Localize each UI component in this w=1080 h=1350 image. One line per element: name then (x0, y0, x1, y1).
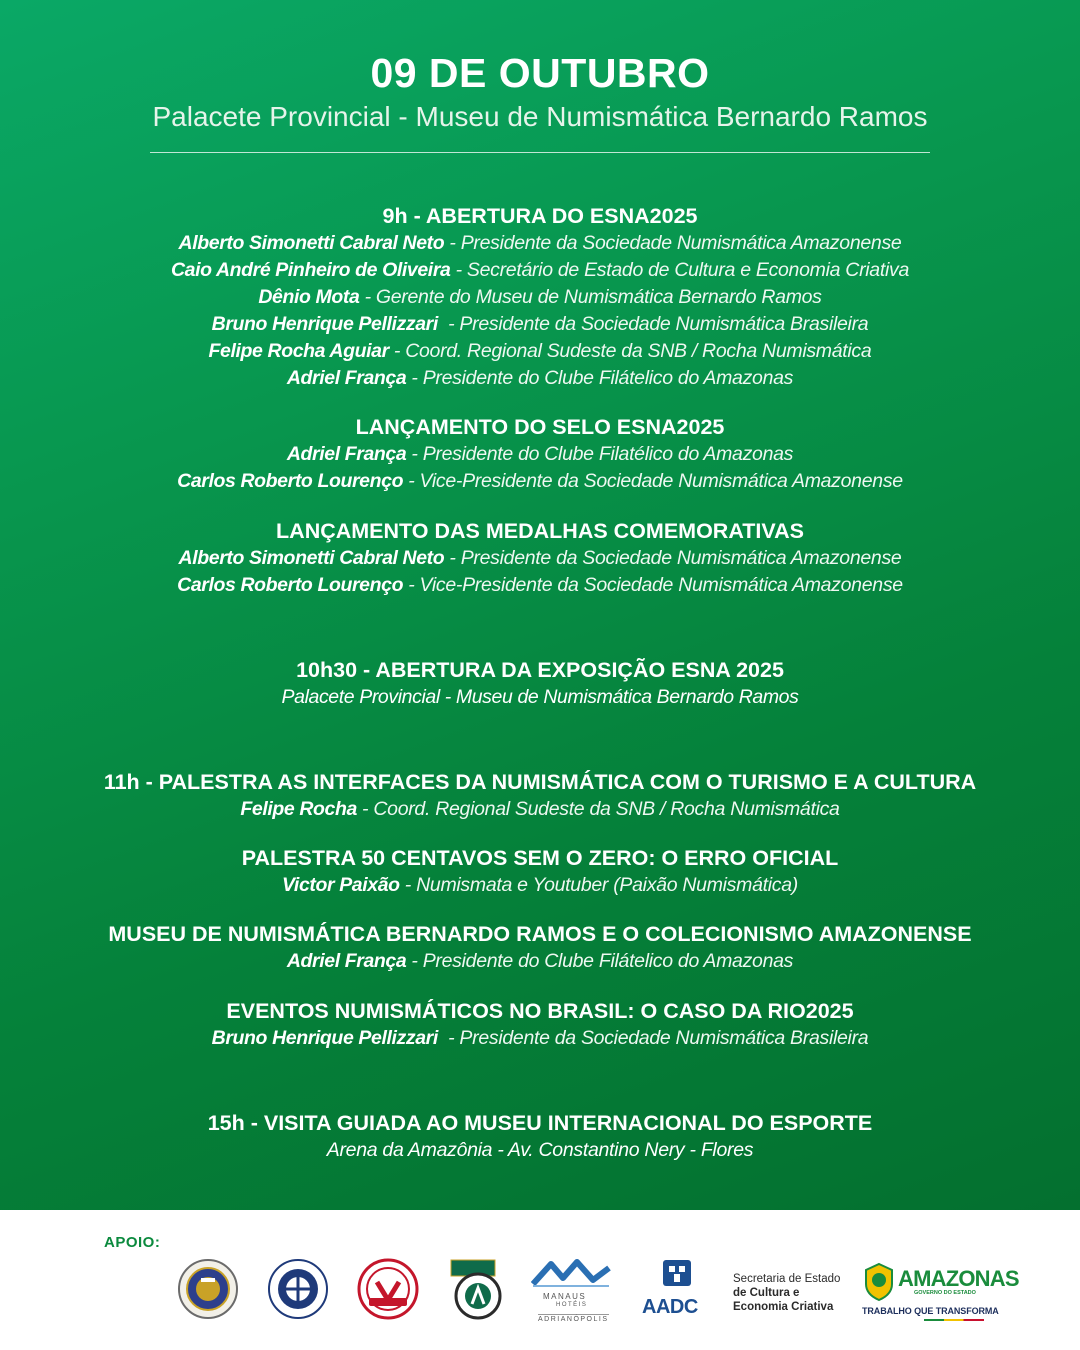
speaker-name: Alberto Simonetti Cabral Neto (178, 232, 445, 254)
amazonas-title: AMAZONAS (898, 1266, 1019, 1291)
section-medalhas (0, 517, 1080, 599)
amazonas-flag-bar (924, 1319, 984, 1321)
speaker-line (0, 796, 1080, 823)
speaker-role: - Presidente da Sociedade Numismática Brasileira (437, 313, 869, 335)
section-title: EVENTOS NUMISMÁTICOS NO BRASIL: O CASO DA RIO2025 (226, 999, 854, 1023)
speaker-line (0, 284, 1080, 311)
section-title: 11h - PALESTRA AS INTERFACES DA NUMISMÁTICA COM O TURISMO E A CULTURA (103, 770, 977, 794)
manaus-hoteis-line1: MANAUS (543, 1292, 587, 1301)
secretaria-line2: de Cultura e (733, 1287, 800, 1299)
section-title: 10h30 - ABERTURA DA EXPOSIÇÃO ESNA 2025 (296, 658, 784, 682)
speaker-line (0, 311, 1080, 338)
header-divider (150, 152, 930, 153)
section-eventos-rio2025 (0, 997, 1080, 1052)
section-title: 15h - VISITA GUIADA AO MUSEU INTERNACIONAL DO ESPORTE (207, 1111, 873, 1135)
section-palestra-50-centavos (0, 844, 1080, 899)
event-venue: Palacete Provincial - Museu de Numismática Bernardo Ramos (152, 101, 928, 132)
manaus-hoteis-line2: HOTÉIS (556, 1302, 588, 1308)
speaker-name: Victor Paixão (282, 874, 400, 896)
amazonas-slogan: TRABALHO QUE TRANSFORMA (862, 1306, 999, 1316)
section-title: PALESTRA 50 CENTAVOS SEM O ZERO: O ERRO OFICIAL (241, 846, 839, 870)
speaker-line (0, 230, 1080, 257)
speaker-line (0, 948, 1080, 975)
section-selo (0, 413, 1080, 495)
speaker-role: - Presidente da Sociedade Numismática Amazonense (444, 232, 902, 254)
speaker-name: Adriel França (286, 950, 407, 972)
speaker-line (0, 365, 1080, 392)
location-line (0, 1137, 1080, 1164)
manaus-hoteis-line3: ADRIANÓPOLIS (538, 1316, 609, 1323)
speaker-line (0, 468, 1080, 495)
section-title: LANÇAMENTO DO SELO ESNA2025 (355, 415, 725, 439)
speaker-role: - Presidente do Clube Filátelico do Amazonas (406, 367, 794, 389)
location-text: Palacete Provincial - Museu de Numismática Bernardo Ramos (281, 686, 799, 708)
speaker-line (0, 545, 1080, 572)
speaker-name: Adriel França (286, 367, 407, 389)
speaker-role: - Presidente da Sociedade Numismática Amazonense (444, 547, 902, 569)
secretaria-line3: Economia Criativa (733, 1301, 834, 1313)
section-title: 9h - ABERTURA DO ESNA2025 (382, 204, 698, 228)
amazonas-sub: GOVERNO DO ESTADO (914, 1290, 976, 1296)
speaker-name: Bruno Henrique Pellizzari (211, 313, 438, 335)
speaker-role: - Vice-Presidente da Sociedade Numismática Amazonense (403, 470, 903, 492)
location-text: Arena da Amazônia - Av. Constantino Nery - Flores (326, 1139, 754, 1161)
speaker-name: Alberto Simonetti Cabral Neto (178, 547, 445, 569)
speaker-role: - Presidente da Sociedade Numismática Brasileira (437, 1027, 869, 1049)
speaker-name: Caio André Pinheiro de Oliveira (171, 259, 451, 281)
section-title: MUSEU DE NUMISMÁTICA BERNARDO RAMOS E O COLECIONISMO AMAZONENSE (108, 922, 972, 946)
section-palestra-interfaces (0, 768, 1080, 823)
speaker-name: Felipe Rocha Aguiar (208, 340, 389, 362)
speaker-role: - Vice-Presidente da Sociedade Numismática Amazonense (403, 574, 903, 596)
speaker-role: - Coord. Regional Sudeste da SNB / Rocha Numismática (388, 340, 872, 362)
section-title: LANÇAMENTO DAS MEDALHAS COMEMORATIVAS (276, 519, 804, 543)
secretaria-line1: Secretaria de Estado (733, 1273, 841, 1285)
speaker-name: Dênio Mota (258, 286, 360, 308)
speaker-role: - Secretário de Estado de Cultura e Economia Criativa (450, 259, 909, 281)
speaker-name: Adriel França (286, 443, 407, 465)
section-visita-guiada (0, 1109, 1080, 1164)
secretaria-icon (733, 1272, 853, 1314)
speaker-line (0, 338, 1080, 365)
speaker-name: Felipe Rocha (240, 798, 357, 820)
speaker-name: Carlos Roberto Lourenço (177, 574, 404, 596)
speaker-line (0, 441, 1080, 468)
apoio-label: APOIO: (104, 1234, 161, 1251)
amazonas-gov-icon (862, 1262, 1019, 1322)
speaker-role: - Numismata e Youtuber (Paixão Numismática) (399, 874, 798, 896)
speaker-line (0, 572, 1080, 599)
amazonas-stamp-icon (448, 1258, 504, 1328)
speaker-line (0, 257, 1080, 284)
section-abertura (0, 202, 1080, 392)
snb-seal-icon (177, 1258, 239, 1328)
speaker-line (0, 1025, 1080, 1052)
section-exposicao (0, 656, 1080, 711)
speaker-line (0, 872, 1080, 899)
aadc-label: AADC (642, 1296, 698, 1318)
cnrj-seal-icon (267, 1258, 329, 1328)
speaker-name: Carlos Roberto Lourenço (177, 470, 404, 492)
veritas-seal-icon (357, 1258, 419, 1328)
speaker-role: - Presidente do Clube Filatélico do Amazonas (406, 443, 794, 465)
event-date: 09 DE OUTUBRO (370, 50, 710, 96)
speaker-role: - Coord. Regional Sudeste da SNB / Rocha Numismática (356, 798, 840, 820)
section-museu-colecionismo (0, 920, 1080, 975)
speaker-role: - Gerente do Museu de Numismática Bernardo Ramos (359, 286, 822, 308)
speaker-name: Bruno Henrique Pellizzari (211, 1027, 438, 1049)
location-line (0, 684, 1080, 711)
sponsors-footer (0, 1210, 1080, 1350)
speaker-role: - Presidente do Clube Filátelico do Amazonas (406, 950, 794, 972)
